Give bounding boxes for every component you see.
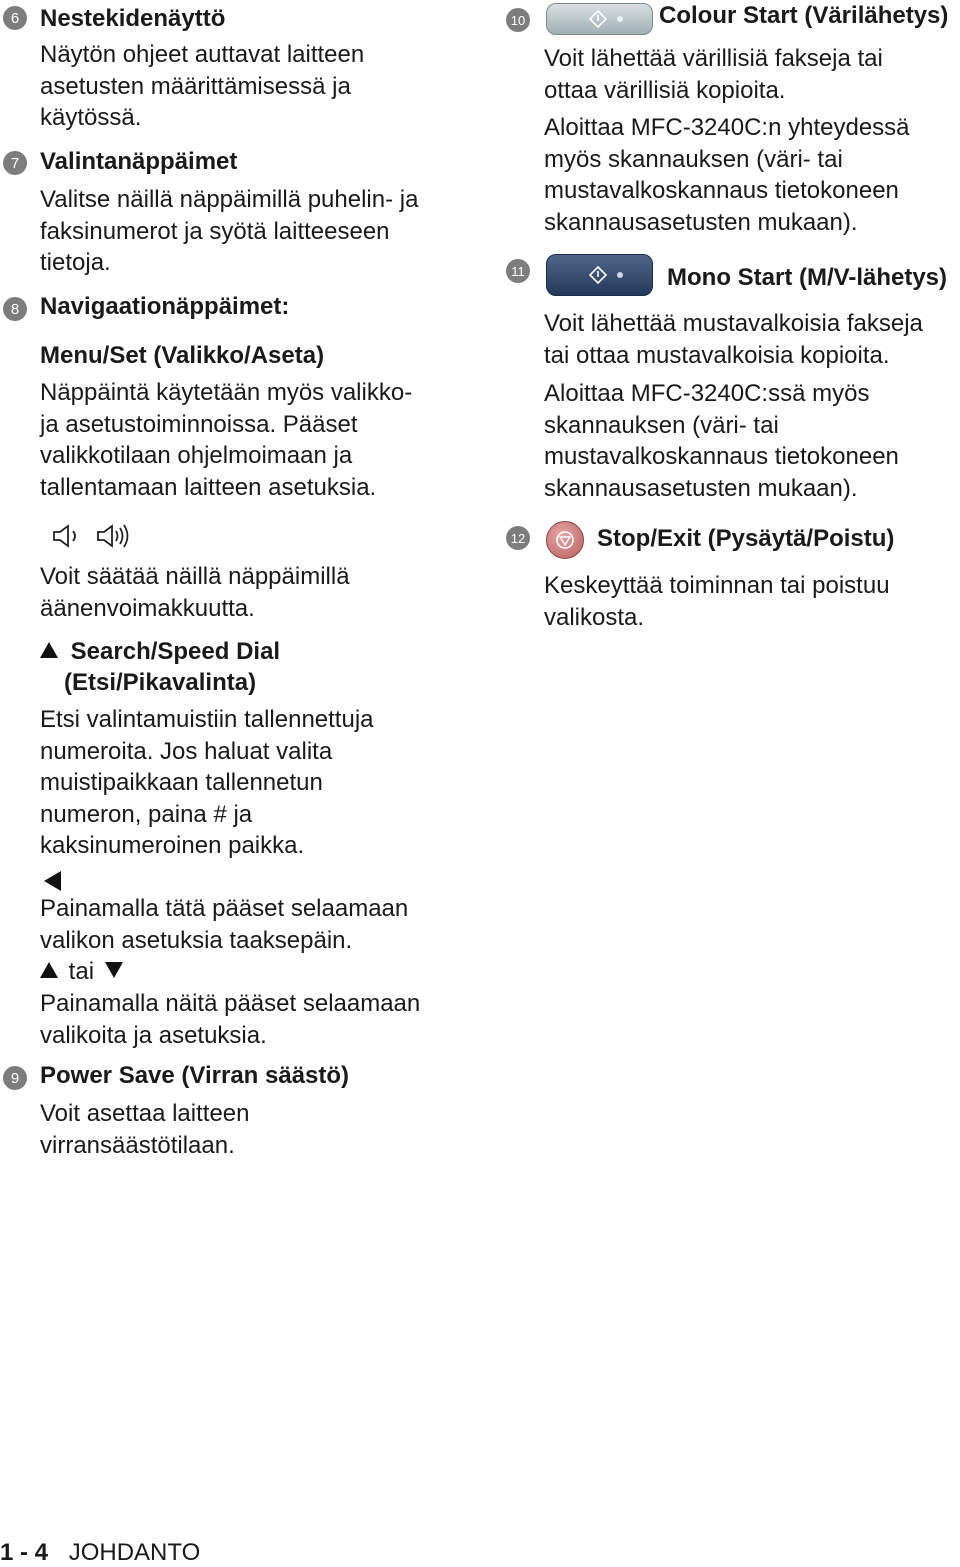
start-diamond-icon <box>589 266 629 284</box>
stop-exit-body <box>544 570 890 633</box>
menu-set-body <box>40 377 412 503</box>
body-line: skannausasetusten mukaan). <box>544 208 858 236</box>
section-title-power-save: Power Save (Virran säästö) <box>40 1062 350 1089</box>
body-line: mustavalkoskannaus tietokoneen <box>544 177 899 204</box>
page-footer <box>0 1539 200 1567</box>
search-title-line: Search/Speed Dial <box>70 638 281 665</box>
arrow-up-icon <box>40 962 58 978</box>
body-line: Aloittaa MFC-3240C:n yhteydessä <box>544 114 910 141</box>
body-line: Voit asettaa laitteen <box>40 1100 250 1127</box>
body-line: valikoita ja asetuksia. <box>40 1021 267 1049</box>
section-title-stop-exit: Stop/Exit (Pysäytä/Poistu) <box>597 525 895 552</box>
body-line: Painamalla näitä pääset selaamaan <box>40 990 421 1017</box>
body-line: Näppäintä käytetään myös valikko- <box>40 379 413 406</box>
section-number-badge: 10 <box>506 8 530 32</box>
body-line: Voit lähettää värillisiä fakseja tai <box>544 45 883 72</box>
body-line: Voit lähettää mustavalkoisia fakseja <box>544 310 923 337</box>
body-line: kaksinumeroinen paikka. <box>40 832 305 859</box>
colour-start-button-image <box>546 3 653 35</box>
body-line: Aloittaa MFC-3240C:ssä myös <box>544 380 870 407</box>
section-title-mono-start: Mono Start (M/V-lähetys) <box>667 264 948 291</box>
body-line: valikon asetuksia taaksepäin. <box>40 926 353 954</box>
section-body-lcd <box>40 39 364 134</box>
body-line: skannauksen (väri- tai <box>544 411 779 439</box>
colour-start-body-1 <box>544 43 883 106</box>
up-down-body <box>40 988 420 1051</box>
section-title-dial-pad: Valintanäppäimet <box>40 148 238 175</box>
section-number-badge: 11 <box>506 259 530 283</box>
body-line: myös skannauksen (väri- tai <box>544 145 843 173</box>
body-line: ja asetustoiminnoissa. Pääset <box>40 410 358 438</box>
section-number-badge: 7 <box>3 151 27 175</box>
arrow-down-icon <box>105 962 123 978</box>
body-line: käytössä. <box>40 104 142 131</box>
body-line: muistipaikkaan tallennetun <box>40 769 323 796</box>
search-speed-dial-body <box>40 704 374 862</box>
speaker-high-icon <box>96 522 132 550</box>
body-line: tallentamaan laitteen asetuksia. <box>40 473 377 501</box>
body-line: Näytön ohjeet auttavat laitteen <box>40 41 365 68</box>
start-diamond-icon <box>589 10 629 28</box>
or-label: tai <box>68 958 95 985</box>
colour-start-body-2 <box>544 112 910 238</box>
body-line: ottaa värillisiä kopioita. <box>544 76 786 104</box>
section-title-navigation: Navigaationäppäimet: <box>40 293 290 320</box>
search-speed-dial-title <box>40 636 280 667</box>
body-line: mustavalkoskannaus tietokoneen <box>544 443 899 470</box>
page-number: 1 - 4 <box>0 1539 49 1566</box>
body-line: valikkotilaan ohjelmoimaan ja <box>40 442 353 469</box>
left-arrow-body <box>40 893 408 956</box>
body-line: Keskeyttää toiminnan tai poistuu <box>544 572 890 599</box>
mono-start-body-1 <box>544 308 923 371</box>
menu-set-title: Menu/Set (Valikko/Aseta) <box>40 342 325 369</box>
search-speed-dial-title-2: (Etsi/Pikavalinta) <box>64 669 257 696</box>
body-line: skannausasetusten mukaan). <box>544 474 858 502</box>
section-body-dial-pad <box>40 184 418 279</box>
body-line: äänenvoimakkuutta. <box>40 594 255 622</box>
body-line: numeron, paina # ja <box>40 800 253 828</box>
section-number-badge: 6 <box>3 6 27 30</box>
stop-icon <box>554 529 576 551</box>
speaker-low-icon <box>52 523 86 549</box>
section-body-power-save <box>40 1098 249 1161</box>
section-number-badge: 9 <box>3 1066 27 1090</box>
body-line: Voit säätää näillä näppäimillä <box>40 563 350 590</box>
body-line: virransäästötilaan. <box>40 1131 235 1159</box>
body-line: valikosta. <box>544 603 645 631</box>
mono-start-body-2 <box>544 378 899 504</box>
body-line: faksinumerot ja syötä laitteeseen <box>40 217 390 245</box>
arrow-up-icon <box>40 642 58 658</box>
body-line: tietoja. <box>40 249 111 276</box>
volume-body <box>40 561 350 624</box>
mono-start-button-image <box>546 254 653 296</box>
chapter-name: JOHDANTO <box>68 1539 201 1566</box>
body-line: numeroita. Jos haluat valita <box>40 737 333 765</box>
section-number-badge: 12 <box>506 526 530 550</box>
up-down-label <box>40 956 123 988</box>
body-line: Valitse näillä näppäimillä puhelin- ja <box>40 186 419 213</box>
section-number-badge: 8 <box>3 297 27 321</box>
body-line: tai ottaa mustavalkoisia kopioita. <box>544 341 890 369</box>
section-title-lcd: Nestekidenäyttö <box>40 5 226 32</box>
body-line: Etsi valintamuistiin tallennettuja <box>40 706 374 733</box>
stop-exit-button-image <box>546 521 584 559</box>
section-title-colour-start: Colour Start (Värilähetys) <box>659 2 949 29</box>
body-line: asetusten määrittämisessä ja <box>40 72 351 100</box>
body-line: Painamalla tätä pääset selaamaan <box>40 895 409 922</box>
